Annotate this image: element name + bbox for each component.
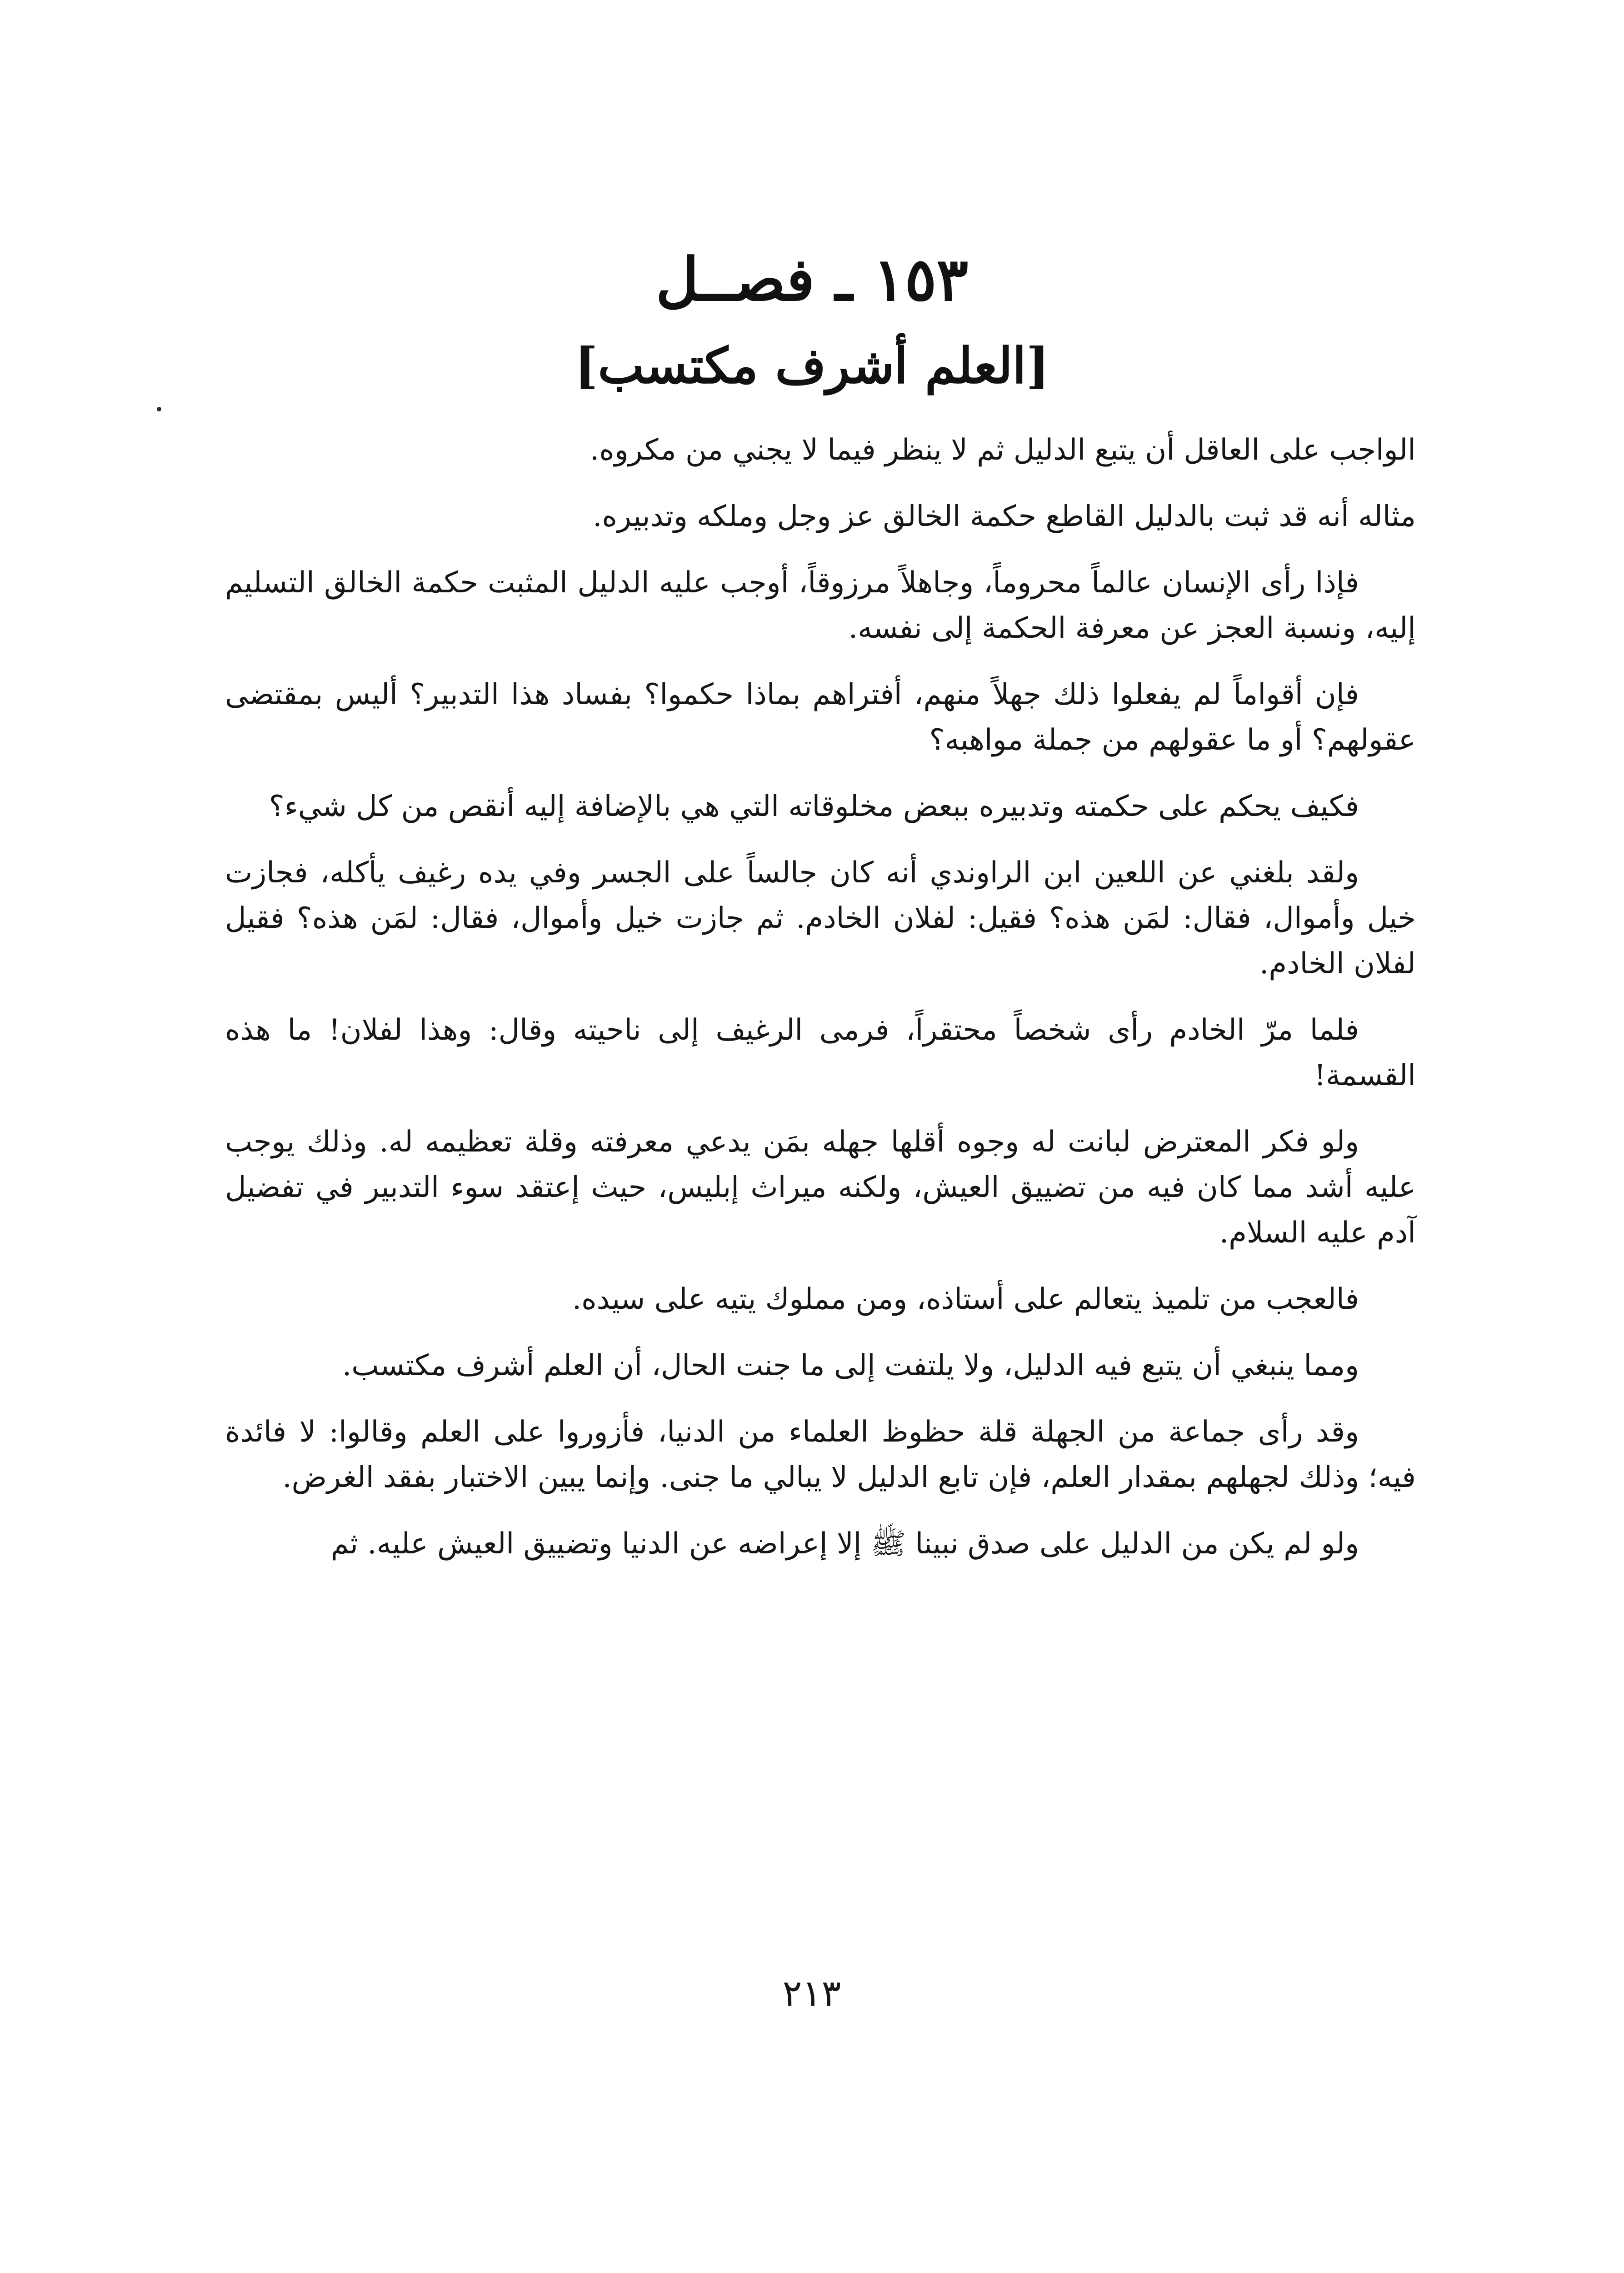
paragraph: الواجب على العاقل أن يتبع الدليل ثم لا ينظر فيما لا يجني من مكروه. <box>590 433 1416 467</box>
paragraph: ومما ينبغي أن يتبع فيه الدليل، ولا يلتفت إلى ما جنت الحال، أن العلم أشرف مكتسب. <box>342 1349 1359 1382</box>
paragraph: ولقد بلغني عن اللعين ابن الراوندي أنه كان جالساً على الجسر وفي يده رغيف يأكله، فجازت خيل وأموال، فقال: لمَن هذه؟ فقيل: لفلان الخادم. ثم جازت خيل وأموال، فقال: لمَن هذه؟ فقيل لفلان الخادم. <box>225 856 1416 981</box>
page-number: ٢١٣ <box>782 1972 841 2014</box>
paragraph: فإن أقواماً لم يفعلوا ذلك جهلاً منهم، أفتراهم بماذا حكموا؟ بفساد هذا التدبير؟ أليس بمقتضى عقولهم؟ أو ما عقولهم من جملة مواهبه؟ <box>225 678 1416 757</box>
paragraph: ولو فكر المعترض لبانت له وجوه أقلها جهله بمَن يدعي معرفته وقلة تعظيمه له. وذلك يوجب عليه أشد مما كان فيه من تضييق العيش، ولكنه ميراث إبليس، حيث إعتقد سوء التدبير في تفضيل آدم عليه السلام. <box>225 1125 1416 1250</box>
paragraph: ولو لم يكن من الدليل على صدق نبينا ﷺ إلا إعراضه عن الدنيا وتضييق العيش عليه. ثم <box>330 1527 1359 1561</box>
chapter-title: ١٥٣ ـ فصــل <box>655 245 969 314</box>
paragraph: فلما مرّ الخادم رأى شخصاً محتقراً، فرمى الرغيف إلى ناحيته وقال: وهذا لفلان! ما هذه القسمة! <box>225 1013 1416 1092</box>
paragraph: فإذا رأى الإنسان عالماً محروماً، وجاهلاً مرزوقاً، أوجب عليه الدليل المثبت حكمة الخالق التسليم إليه، ونسبة العجز عن معرفة الحكمة إلى نفسه. <box>225 566 1416 645</box>
section-title: [العلم أشرف مكتسب] <box>575 337 1049 395</box>
ink-dot-mark <box>157 407 161 411</box>
paragraph: فكيف يحكم على حكمته وتدبيره ببعض مخلوقاته التي هي بالإضافة إليه أنقص من كل شيء؟ <box>269 790 1359 823</box>
paragraph: فالعجب من تلميذ يتعالم على أستاذه، ومن مملوك يتيه على سيده. <box>572 1282 1359 1316</box>
paragraph: وقد رأى جماعة من الجهلة قلة حظوظ العلماء من الدنيا، فأزوروا على العلم وقالوا: لا فائدة فيه؛ وذلك لجهلهم بمقدار العلم، فإن تابع الدليل لا يبالي ما جنى. وإنما يبين الاختبار بفقد الغرض. <box>225 1415 1416 1494</box>
paragraph: مثاله أنه قد ثبت بالدليل القاطع حكمة الخالق عز وجل وملكه وتدبيره. <box>593 500 1416 533</box>
body-text <box>225 427 1416 1587</box>
